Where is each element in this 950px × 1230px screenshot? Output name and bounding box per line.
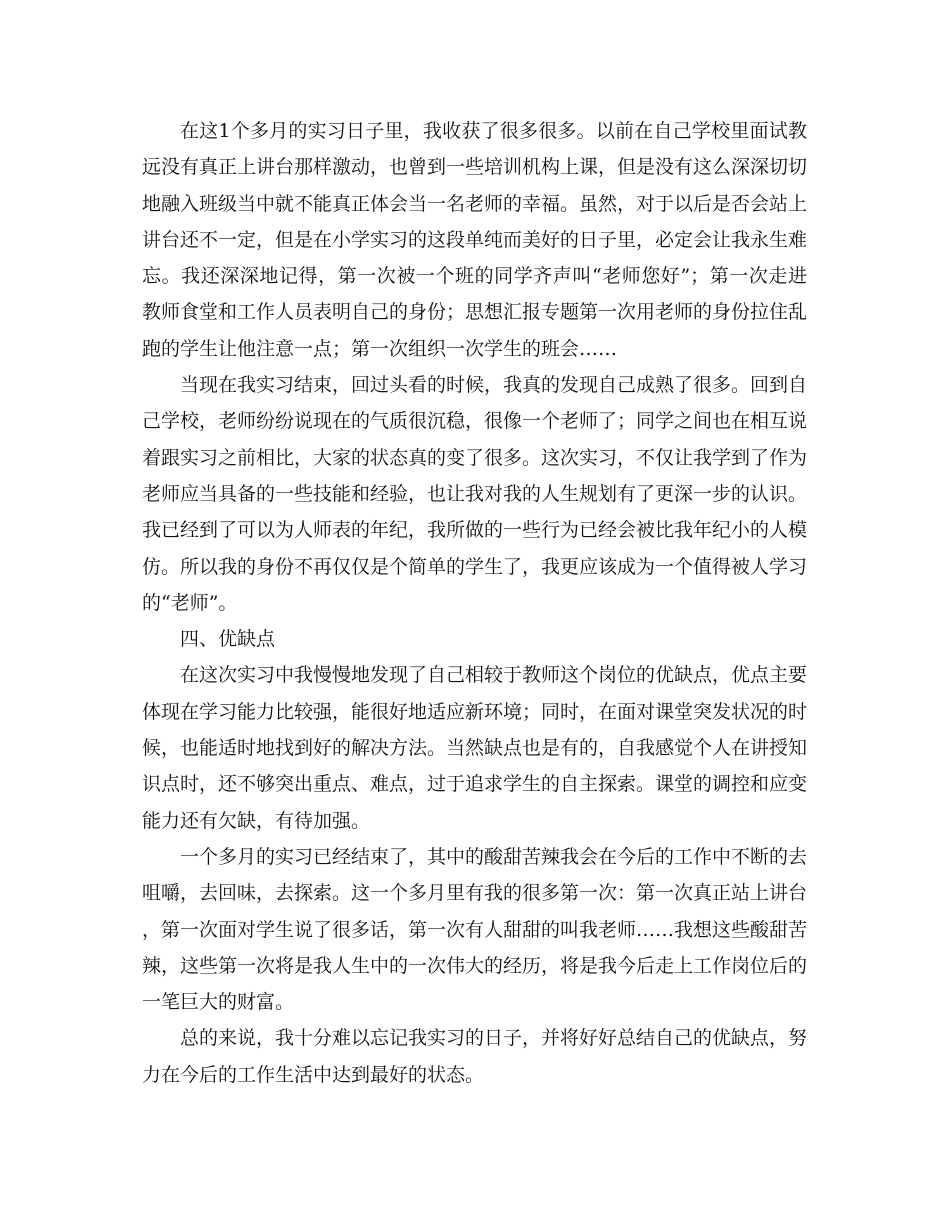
- document-body: [142, 113, 807, 1093]
- paragraph-first-times: 一个多月的实习已经结束了，其中的酸甜苦辣我会在今后的工作中不断的去咀嚼，去回味，去探索。这一个多月里有我的很多第一次：第一次真正站上讲台，第一次面对学生说了很多话，第一次有人甜甜的叫我老师……我想这些酸甜苦辣，这些第一次将是我人生中的一次伟大的经历，将是我今后走上工作岗位后的一笔巨大的财富。: [142, 845, 808, 1014]
- section-heading-pros-cons: 四、优缺点: [180, 628, 276, 651]
- paragraph-pros-cons: 在这次实习中我慢慢地发现了自己相较于教师这个岗位的优缺点，优点主要体现在学习能力比较强，能很好地适应新环境；同时，在面对课堂突发状况的时候，也能适时地找到好的解决方法。当然缺点也是有的，自我感觉个人在讲授知识点时，还不够突出重点、难点，过于追求学生的自主探索。课堂的调控和应变能力还有欠缺，有待加强。: [142, 664, 808, 832]
- paragraph-internship-harvest: 在这1个多月的实习日子里，我收获了很多很多。以前在自己学校里面试教远没有真正上讲台那样激动，也曾到一些培训机构上课，但是没有这么深深切切地融入班级当中就不能真正体会当一名老师的幸福。虽然，对于以后是否会站上讲台还不一定，但是在小学实习的这段单纯而美好的日子里，必定会让我永生难忘。我还深深地记得，第一次被一个班的同学齐声叫“老师您好”；第一次走进教师食堂和工作人员表明自己的身份；思想汇报专题第一次用老师的身份拉住乱跑的学生让他注意一点；第一次组织一次学生的班会……: [142, 120, 808, 360]
- paragraph-after-internship: 当现在我实习结束，回过头看的时候，我真的发现自己成熟了很多。回到自己学校，老师纷纷说现在的气质很沉稳，很像一个老师了；同学之间也在相互说着跟实习之前相比，大家的状态真的变了很多。这次实习，不仅让我学到了作为老师应当具备的一些技能和经验，也让我对我的人生规划有了更深一步的认识。我已经到了可以为人师表的年纪，我所做的一些行为已经会被比我年纪小的人模仿。所以我的身份不再仅仅是个简单的学生了，我更应该成为一个值得被人学习的“老师”。: [142, 374, 808, 614]
- paragraph-conclusion: 总的来说，我十分难以忘记我实习的日子，并将好好总结自己的优缺点，努力在今后的工作生活中达到最好的状态。: [142, 1027, 808, 1086]
